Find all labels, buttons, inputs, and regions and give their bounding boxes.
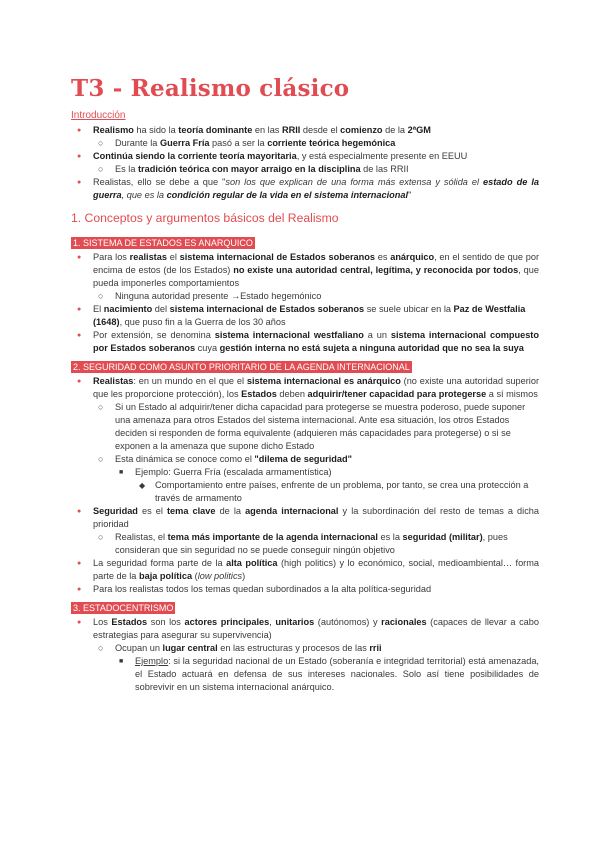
list-item: ● El nacimiento del sistema internacional de Estados soberanos se suele ubicar en la Paz de Westfalia (1648), que puso fin a la Guerra de los 30 años bbox=[71, 303, 539, 329]
subsection-1-label: 1. SISTEMA DE ESTADOS ES ANARQUICO bbox=[73, 238, 253, 248]
page-title: T3 - Realismo clásico bbox=[71, 75, 350, 102]
list-item: ● Continúa siendo la corriente teoría mayoritaria, y está especialmente presente en EEUU bbox=[71, 150, 539, 163]
subsection-3-list bbox=[71, 616, 539, 694]
section-heading: 1. Conceptos y argumentos básicos del Realismo bbox=[71, 211, 339, 225]
list-item: ● Los Estados son los actores principales, unitarios (autónomos) y racionales (capaces de llevar a cabo estrategias para asegurar su supervivencia) bbox=[71, 616, 539, 642]
list-item: ● Seguridad es el tema clave de la agenda internacional y la subordinación del resto de temas a dicha prioridad bbox=[71, 505, 539, 531]
document-body bbox=[71, 124, 539, 694]
list-item: ● Para los realistas el sistema internacional de Estados soberanos es anárquico, en el sentido de que por encima de estos (de los Estados) no existe una autoridad central, legítima, y reconocida por todos, que pueda imponerles comportamientos bbox=[71, 251, 539, 290]
subsection-1-list bbox=[71, 251, 539, 355]
list-item: ○ Realistas, el tema más importante de la agenda internacional es la seguridad (militar), pues consideran que sin seguridad no se puede conseguir ningún objetivo bbox=[93, 531, 539, 557]
list-item: ○ Ocupan un lugar central en las estructuras y procesos de las rrii bbox=[93, 642, 539, 655]
list-item: ● Realismo ha sido la teoría dominante en las RRII desde el comienzo de la 2ªGM bbox=[71, 124, 539, 137]
intro-list bbox=[71, 124, 539, 202]
list-item: ● Realistas, ello se debe a que "son los que explican de una forma más extensa y sólida el estado de la guerra, que es la condición regular de la vida en el sistema internacional" bbox=[71, 176, 539, 202]
list-item: ◆ Comportamiento entre países, enfrente de un problema, por tanto, se crea una protección a través de armamento bbox=[135, 479, 539, 505]
list-item: ● Realistas: en un mundo en el que el sistema internacional es anárquico (no existe una autoridad superior que les proporcione protección), los Estados deben adquirir/tener capacidad para protegerse a sí mismos bbox=[71, 375, 539, 401]
list-item: ■ Ejemplo: Guerra Fría (escalada armamentística) bbox=[115, 466, 539, 479]
subsection-1-heading bbox=[71, 237, 539, 250]
intro-heading: Introducción bbox=[71, 110, 126, 121]
list-item: ○ Durante la Guerra Fría pasó a ser la corriente teórica hegemónica bbox=[93, 137, 539, 150]
list-item: ○ Es la tradición teórica con mayor arraigo en la disciplina de las RRII bbox=[93, 163, 539, 176]
list-item: ○ Ninguna autoridad presente →Estado hegemónico bbox=[93, 290, 539, 303]
list-item: ■ Ejemplo: si la seguridad nacional de un Estado (soberanía e integridad territorial) está amenazada, el Estado actuará en defensa de sus intereses nacionales. Solo así tiene posibilidades de sobrevivir en un sistema internacional anárquico. bbox=[115, 655, 539, 694]
subsection-2-label: 2. SEGURIDAD COMO ASUNTO PRIORITARIO DE LA AGENDA INTERNACIONAL bbox=[73, 362, 410, 372]
subsection-2-list bbox=[71, 375, 539, 596]
subsection-2-heading bbox=[71, 361, 539, 374]
subsection-3-heading bbox=[71, 602, 539, 615]
list-item: ● La seguridad forma parte de la alta política (high politics) y lo económico, social, medioambiental… forma parte de la baja política (low politics) bbox=[71, 557, 539, 583]
list-item: ● Para los realistas todos los temas quedan subordinados a la alta política-seguridad bbox=[71, 583, 539, 596]
list-item: ○ Esta dinámica se conoce como el "dilema de seguridad" bbox=[93, 453, 539, 466]
list-item: ● Por extensión, se denomina sistema internacional westfaliano a un sistema internacional compuesto por Estados soberanos cuya gestión interna no está sujeta a ninguna autoridad que no sea la suya bbox=[71, 329, 539, 355]
list-item: ○ Si un Estado al adquirir/tener dicha capacidad para protegerse se muestra poderoso, puede suponer una amenaza para otros Estados del sistema internacional. Ante esa situación, los otros Estados deciden si responden de forma equivalente (adquieren más capacidades para protegerse) o si se exponen a la amenaza que supone dicho Estado bbox=[93, 401, 539, 453]
subsection-3-label: 3. ESTADOCENTRISMO bbox=[73, 603, 174, 613]
